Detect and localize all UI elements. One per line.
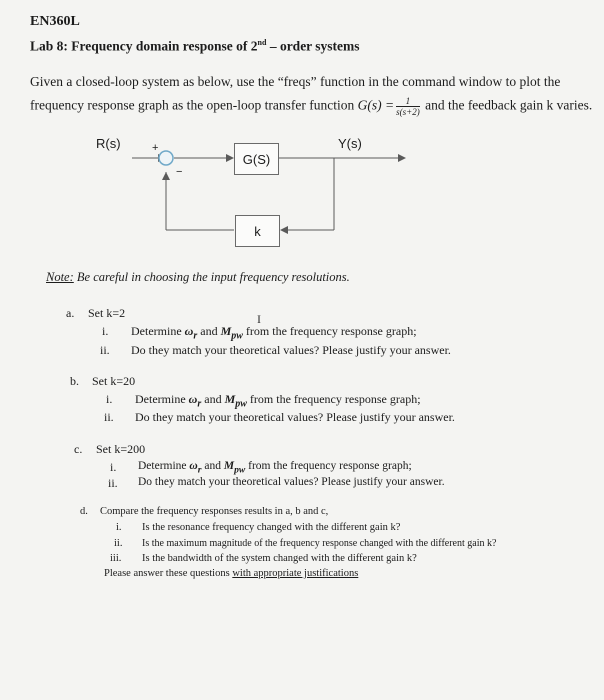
list-marker: ii.: [104, 410, 114, 424]
feedback-gain-block: k: [235, 215, 280, 247]
plant-block: G(S): [234, 143, 279, 175]
section-d-item-1: Is the resonance frequency changed with the different gain k?: [142, 522, 401, 533]
section-c-title: Set k=200: [96, 442, 146, 456]
lab-title: Lab 8: Frequency domain response of 2nd – order systems: [30, 38, 360, 54]
text-cursor-icon: I: [257, 312, 261, 326]
list-marker: i.: [110, 460, 117, 474]
list-marker: ii.: [108, 476, 118, 490]
section-b-item-2: Do they match your theoretical values? Please justify your answer.: [135, 410, 455, 424]
plus-sign: +: [152, 142, 159, 154]
section-d-item-2: Is the maximum magnitude of the frequency response changed with the different gain k?: [142, 538, 497, 549]
course-code: EN360L: [30, 14, 80, 29]
transfer-function-fraction: $\frac{1}{s(s+2)}$: [396, 96, 420, 117]
section-c-item-1: Determine $\omega_r$ and $M_{pw}$ from the frequency response graph;: [138, 460, 412, 476]
section-c-item-2: Do they match your theoretical values? Please justify your answer.: [138, 476, 445, 488]
section-a-item-1: Determine $\omega_r$ and $M_{pw}$ from the frequency response graph;: [131, 324, 417, 342]
arrow-output: [398, 154, 406, 162]
intro-line-1: Given a closed-loop system as below, use the “freqs” function in the command window to plot the: [30, 74, 561, 89]
section-a-marker: a.: [66, 306, 75, 320]
section-d-title: Compare the frequency responses results in a, b and c,: [100, 506, 329, 517]
list-marker: i.: [116, 522, 122, 533]
section-a-item-2: Do they match your theoretical values? Please justify your answer.: [131, 343, 451, 357]
minus-sign: −: [176, 166, 183, 178]
arrow-into-feedback: [280, 226, 288, 234]
section-d-item-3: Is the bandwidth of the system changed with the different gain k?: [142, 553, 417, 564]
section-b-marker: b.: [70, 374, 79, 388]
section-b-item-1: Determine $\omega_r$ and $M_{pw}$ from the frequency response graph;: [135, 392, 421, 410]
arrow-into-plant: [226, 154, 234, 162]
input-label: R(s): [96, 136, 121, 151]
section-b-title: Set k=20: [92, 374, 136, 388]
arrow-feedback-into-sum: [162, 172, 170, 180]
closing-instruction: Please answer these questions with appropriate justifications: [104, 568, 359, 579]
section-c-marker: c.: [74, 442, 83, 456]
section-d-marker: d.: [80, 506, 88, 517]
section-a-title: Set k=2: [88, 306, 126, 320]
block-diagram: [0, 0, 604, 260]
list-marker: ii.: [100, 343, 110, 357]
list-marker: i.: [102, 324, 109, 338]
output-label: Y(s): [338, 136, 362, 151]
list-marker: iii.: [110, 553, 122, 564]
intro-line-2: frequency response graph as the open-loop transfer function G(s) = $\frac{1}{s(s+2)}$ and the feedback gain k varies.: [30, 96, 593, 117]
list-marker: i.: [106, 392, 113, 406]
note: Note: Be careful in choosing the input frequency resolutions.: [46, 270, 350, 284]
summing-junction: [159, 151, 173, 165]
transfer-function-lhs: G(s) =: [357, 97, 395, 113]
list-marker: ii.: [114, 538, 123, 549]
